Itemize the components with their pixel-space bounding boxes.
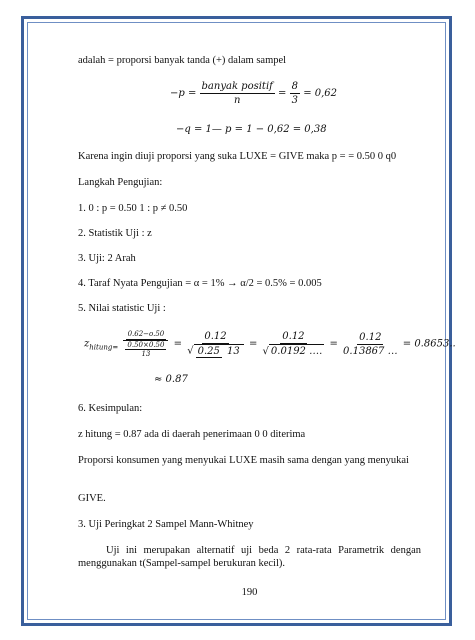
- z-small-num: 0.62−o.50: [127, 330, 165, 338]
- p-numerator-2: 8: [291, 81, 298, 92]
- z-small-sqrt: [123, 340, 168, 358]
- eq-1: =: [173, 338, 183, 350]
- step-2: 2. Statistik Uji : z: [78, 228, 152, 239]
- fraction-1: [185, 330, 246, 358]
- z-formula: [84, 330, 456, 358]
- langkah-heading: Langkah Pengujian:: [78, 177, 163, 188]
- step-4: 4. Taraf Nyata Pengujian = α = 1% → α/2 = 0.5% = 0.005: [78, 278, 322, 289]
- z-lhs: z: [84, 338, 90, 350]
- page-number: 190: [241, 587, 258, 598]
- mann-whitney-paragraph: Uji ini merupakan alternatif uji beda 2 rata-rata Parametrik dengan menggunakan t(Sampel-sampel berukuran kecil).: [78, 545, 421, 570]
- p-fraction-2: [290, 80, 300, 107]
- karena-line: Karena ingin diuji proporsi yang suka LUXE = GIVE maka p = = 0.50 0 q0: [78, 151, 397, 162]
- z-small-den-den: 13: [141, 350, 151, 358]
- z-small-den: [121, 340, 170, 358]
- fraction-2-den: √ 0.0192 ….: [262, 346, 323, 357]
- step-6: 6. Kesimpulan:: [78, 403, 143, 414]
- definition-line: adalah = proporsi banyak tanda (+) dalam sampel: [78, 55, 287, 66]
- z-small-den-num: 0.50×0.50: [127, 341, 165, 349]
- z-small-fraction: [121, 330, 170, 358]
- p-numerator: banyak positif: [201, 81, 273, 92]
- fraction-2: [261, 330, 327, 358]
- fraction-3-num: 0.12: [359, 331, 382, 343]
- p-result: = 0,62: [303, 88, 338, 99]
- step-3: 3. Uji: 2 Arah: [78, 253, 136, 264]
- proporsi-paragraph: Proporsi konsumen yang menyukai LUXE masih sama dengan yang menyukai: [78, 455, 409, 466]
- z-result: = 0.8653..: [402, 338, 456, 350]
- fraction-1-inner: [194, 344, 244, 358]
- section-3-heading: 3. Uji Peringkat 2 Sampel Mann-Whitney: [78, 519, 254, 530]
- fraction-3: [341, 331, 400, 358]
- step-5: 5. Nilai statistic Uji :: [78, 303, 166, 314]
- p-denominator: n: [233, 95, 241, 106]
- fraction-1-den-num: 0.25: [197, 346, 220, 357]
- p-formula: [170, 80, 337, 107]
- step-1: 1. 0 : p = 0.50 1 : p ≠ 0.50: [78, 203, 188, 214]
- p-denominator-2: 3: [291, 95, 298, 106]
- z-small-inner-frac: [125, 341, 166, 358]
- fraction-1-den: √ 0.25 13: [185, 344, 246, 358]
- p-fraction: [200, 80, 275, 107]
- fraction-2-den-value: 0.0192 ….: [270, 346, 323, 357]
- z-conclusion: z hitung = 0.87 ada di daerah penerimaan 0 0 diterima: [78, 429, 306, 440]
- give-line: GIVE.: [78, 493, 106, 504]
- fraction-1-den-den: 13: [227, 346, 240, 357]
- fraction-3-den: 0.13867 …: [343, 345, 398, 357]
- fraction-2-num: 0.12: [282, 331, 305, 342]
- z-approx: ≈ 0.87: [154, 374, 188, 385]
- page-border: [21, 16, 452, 626]
- z-subscript: hitung=: [89, 343, 119, 352]
- eq-3: =: [329, 338, 338, 350]
- q-formula: −q = 1— p = 1 − 0,62 = 0,38: [176, 124, 327, 135]
- fraction-1-num: 0.12: [204, 331, 227, 342]
- eq-2: =: [248, 338, 258, 350]
- p-lhs: −p =: [170, 88, 197, 99]
- p-equals: =: [278, 88, 287, 99]
